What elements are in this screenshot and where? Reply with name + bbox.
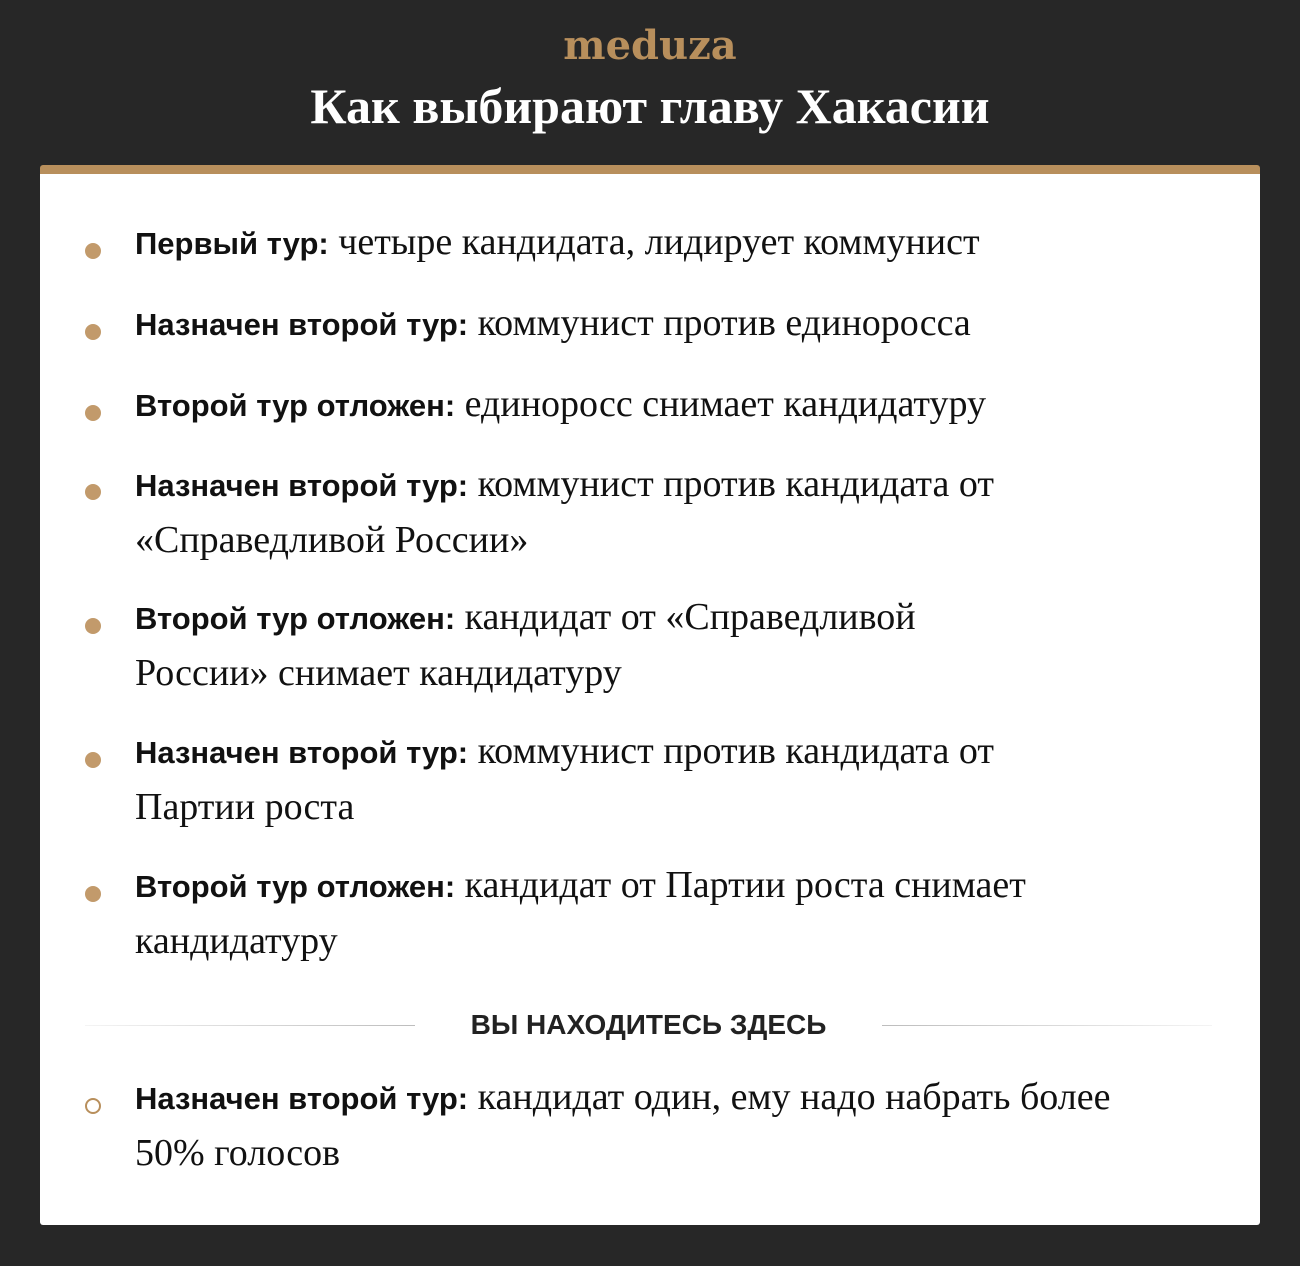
bullet-filled-icon bbox=[85, 324, 101, 340]
bullet-filled-icon bbox=[85, 886, 101, 902]
timeline-item-text: Назначен второй тур: коммунист против кандидата от «Справедливой России» bbox=[135, 463, 994, 561]
bullet-filled-icon bbox=[85, 484, 101, 500]
you-are-here-label: ВЫ НАХОДИТЕСЬ ЗДЕСЬ bbox=[470, 1009, 827, 1040]
divider-line-left bbox=[85, 1025, 415, 1026]
timeline-item-text: Первый тур: четыре кандидата, лидирует коммунист bbox=[135, 221, 980, 263]
timeline-item-text: Назначен второй тур: коммунист против единоросса bbox=[135, 302, 971, 344]
timeline-item-text: Второй тур отложен: кандидат от Партии роста снимает кандидатуру bbox=[135, 864, 1026, 962]
bullet-filled-icon bbox=[85, 243, 101, 259]
timeline-card bbox=[40, 165, 1260, 1225]
you-are-here-divider bbox=[40, 1000, 1260, 1050]
bullet-filled-icon bbox=[85, 752, 101, 768]
timeline-item-text: Назначен второй тур: коммунист против кандидата от Партии роста bbox=[135, 730, 994, 828]
timeline-item-text: Назначен второй тур: кандидат один, ему надо набрать более 50% голосов bbox=[135, 1076, 1111, 1174]
page-title: Как выбирают главу Хакасии bbox=[310, 78, 990, 134]
bullet-filled-icon bbox=[85, 618, 101, 634]
bullet-filled-icon bbox=[85, 405, 101, 421]
divider-line-right bbox=[882, 1025, 1212, 1026]
meduza-logo: meduza bbox=[563, 22, 737, 69]
bullet-hollow-icon bbox=[85, 1098, 101, 1114]
timeline-item-text: Второй тур отложен: кандидат от «Справедливой России» снимает кандидатуру bbox=[135, 596, 916, 694]
timeline-item-text: Второй тур отложен: единоросс снимает кандидатуру bbox=[135, 383, 986, 425]
